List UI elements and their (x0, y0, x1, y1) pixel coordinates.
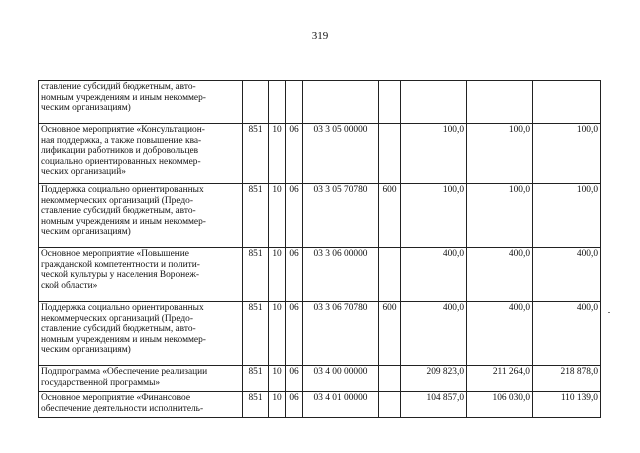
row-name (39, 366, 243, 392)
target-article-code: 03 4 01 00000 (303, 392, 379, 418)
subsection-code: 06 (286, 124, 303, 184)
row-name (39, 392, 243, 418)
table-row (39, 184, 601, 248)
section-code: 10 (269, 248, 286, 302)
target-article-code: 03 3 06 00000 (303, 248, 379, 302)
row-name-line: номным учреждениям и иным некоммер- (41, 334, 206, 345)
expense-type-code (379, 248, 401, 302)
target-article-code: 03 3 05 00000 (303, 124, 379, 184)
amount-year-3: 400,0 (533, 248, 601, 302)
expense-type-code (379, 124, 401, 184)
grbs-code: 851 (243, 302, 269, 366)
expense-type-code (379, 366, 401, 392)
table-row (39, 81, 601, 124)
table-row (39, 392, 601, 418)
amount-year-3: 218 878,0 (533, 366, 601, 392)
row-name-line: Основное мероприятие «Консультацион- (41, 125, 205, 135)
amount-year-1: 209 823,0 (401, 366, 467, 392)
expense-type-code (379, 81, 401, 124)
subsection-code: 06 (286, 302, 303, 366)
amount-year-2 (467, 81, 533, 124)
section-code: 10 (269, 392, 286, 418)
subsection-code: 06 (286, 366, 303, 392)
subsection-code: 06 (286, 184, 303, 248)
row-name-line: ческим организациям) (41, 227, 131, 238)
subsection-code: 06 (286, 248, 303, 302)
row-name-line: некоммерческих организаций (Предо- (41, 195, 193, 206)
row-name-line: государственной программы» (41, 377, 161, 388)
row-name-line: ской области» (41, 280, 98, 291)
amount-year-2: 400,0 (467, 248, 533, 302)
row-name-line: номным учреждениям и иным некоммер- (41, 216, 206, 227)
grbs-code: 851 (243, 392, 269, 418)
amount-year-3 (533, 81, 601, 124)
amount-year-2: 106 030,0 (467, 392, 533, 418)
target-article-code: 03 4 00 00000 (303, 366, 379, 392)
table-body (39, 81, 601, 418)
amount-year-1: 400,0 (401, 302, 467, 366)
amount-year-2: 211 264,0 (467, 366, 533, 392)
row-name (39, 302, 243, 366)
table-row (39, 248, 601, 302)
row-name-line: ставление субсидий бюджетным, авто- (41, 206, 196, 217)
row-name (39, 81, 243, 124)
amount-year-1 (401, 81, 467, 124)
subsection-code (286, 81, 303, 124)
grbs-code: 851 (243, 366, 269, 392)
scan-speck (608, 312, 610, 313)
target-article-code: 03 3 06 70780 (303, 302, 379, 366)
page-number: 319 (311, 30, 329, 42)
row-name-line: обеспечение деятельности исполнитель- (41, 403, 204, 414)
expense-type-code: 600 (379, 302, 401, 366)
row-name-line: лификации работников и добровольцев (41, 146, 199, 157)
grbs-code: 851 (243, 248, 269, 302)
row-name-line: некоммерческих организаций (Предо- (41, 313, 193, 324)
amount-year-1: 100,0 (401, 184, 467, 248)
row-name-line: гражданской компетентности и полити- (41, 259, 200, 270)
table-row (39, 124, 601, 184)
grbs-code: 851 (243, 124, 269, 184)
row-name-line: социально ориентированных некоммер- (41, 156, 201, 167)
row-name-line: ческим организациям) (41, 103, 131, 114)
row-name-line: ная поддержка, а также повышение ква- (41, 135, 202, 146)
expense-type-code: 600 (379, 184, 401, 248)
amount-year-1: 104 857,0 (401, 392, 467, 418)
target-article-code: 03 3 05 70780 (303, 184, 379, 248)
section-code: 10 (269, 184, 286, 248)
grbs-code: 851 (243, 184, 269, 248)
row-name-line: ставление субсидий бюджетным, авто- (41, 324, 196, 335)
grbs-code (243, 81, 269, 124)
table-row (39, 366, 601, 392)
subsection-code: 06 (286, 392, 303, 418)
amount-year-1: 100,0 (401, 124, 467, 184)
row-name-line: ставление субсидий бюджетным, авто- (41, 82, 196, 92)
row-name-line: Поддержка социально ориентированных (41, 185, 204, 195)
amount-year-2: 100,0 (467, 184, 533, 248)
amount-year-3: 100,0 (533, 184, 601, 248)
amount-year-3: 100,0 (533, 124, 601, 184)
row-name (39, 124, 243, 184)
row-name-line: ческой культуры у населения Воронеж- (41, 270, 199, 281)
amount-year-2: 400,0 (467, 302, 533, 366)
row-name (39, 184, 243, 248)
section-code: 10 (269, 366, 286, 392)
row-name-line: Основное мероприятие «Повышение (41, 249, 189, 259)
expense-type-code (379, 392, 401, 418)
amount-year-2: 100,0 (467, 124, 533, 184)
amount-year-1: 400,0 (401, 248, 467, 302)
table-row (39, 302, 601, 366)
row-name-line: Основное мероприятие «Финансовое (41, 393, 190, 403)
budget-table (38, 80, 601, 418)
section-code: 10 (269, 302, 286, 366)
section-code: 10 (269, 124, 286, 184)
row-name-line: ческих организаций» (41, 167, 126, 178)
row-name-line: Поддержка социально ориентированных (41, 303, 204, 313)
amount-year-3: 400,0 (533, 302, 601, 366)
target-article-code (303, 81, 379, 124)
row-name-line: Подпрограмма «Обеспечение реализации (41, 367, 208, 377)
row-name (39, 248, 243, 302)
row-name-line: номным учреждениям и иным некоммер- (41, 92, 206, 103)
row-name-line: ческим организациям) (41, 345, 131, 356)
section-code (269, 81, 286, 124)
amount-year-3: 110 139,0 (533, 392, 601, 418)
